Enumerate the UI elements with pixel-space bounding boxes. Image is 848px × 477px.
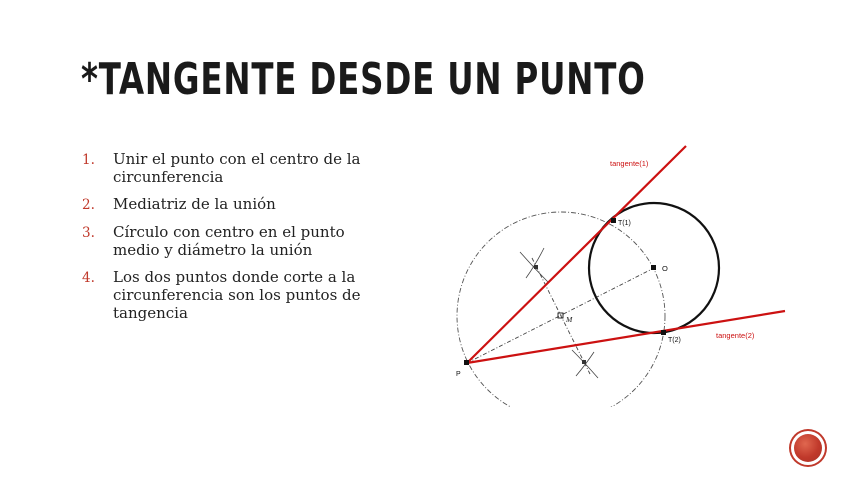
tangent-line-1 xyxy=(467,146,686,363)
label-center-o: O xyxy=(662,264,668,273)
step-text: Los dos puntos donde corte a la circunferencia son los puntos de tangencia xyxy=(113,268,361,322)
label-t2: T(2) xyxy=(668,337,681,344)
step-text: Círculo con centro en el punto medio y diámetro la unión xyxy=(113,223,345,259)
step-text: Unir el punto con el centro de la circunferencia xyxy=(113,150,361,186)
step-number: 1. xyxy=(82,152,95,168)
center-o-marker xyxy=(651,265,656,270)
badge-inner xyxy=(794,434,822,462)
perpendicular-bisector xyxy=(532,258,590,374)
bisector-point-top xyxy=(534,265,538,269)
step-text: Mediatriz de la unión xyxy=(113,195,276,213)
step-item xyxy=(82,268,372,322)
point-p-marker xyxy=(464,360,469,365)
label-point-p: P xyxy=(456,371,461,378)
label-midpoint-m: M xyxy=(566,315,573,324)
tangent-point-2-marker xyxy=(661,330,666,335)
tangent-point-1-marker xyxy=(611,218,616,223)
red-circle-badge-icon xyxy=(791,431,825,465)
step-item xyxy=(82,150,372,186)
step-number: 2. xyxy=(82,197,95,213)
bisector-point-bottom xyxy=(582,360,586,364)
label-tangent-1: tangente(1) xyxy=(610,159,649,168)
tangent-construction-diagram xyxy=(440,140,790,410)
step-number: 4. xyxy=(82,270,95,286)
construction-arc-top xyxy=(526,248,544,278)
label-t1: T(1) xyxy=(618,220,631,227)
construction-circle xyxy=(457,212,665,410)
steps-list xyxy=(82,150,372,331)
label-tangent-2: tangente(2) xyxy=(716,331,755,340)
step-item xyxy=(82,195,372,214)
step-item xyxy=(82,223,372,259)
step-number: 3. xyxy=(82,225,95,241)
slide-title: *TANGENTE DESDE UN PUNTO xyxy=(81,54,646,105)
